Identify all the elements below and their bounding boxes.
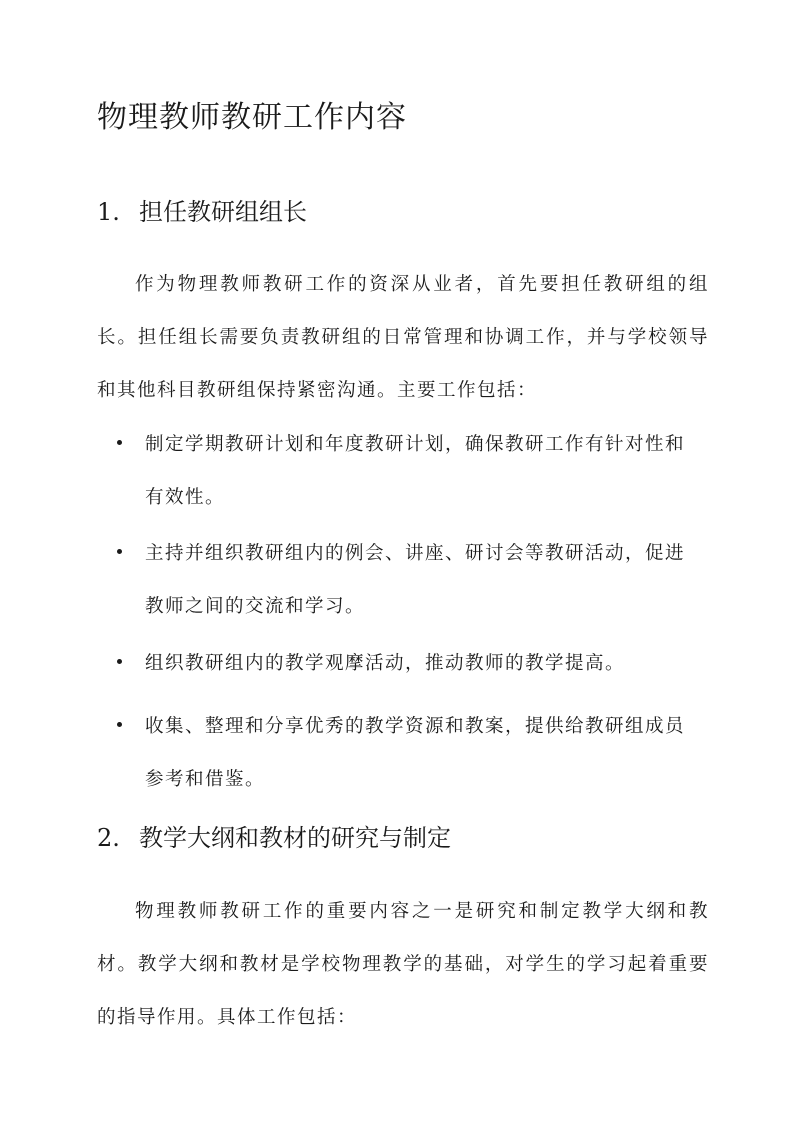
bullet-icon	[117, 440, 122, 445]
list-item	[117, 637, 697, 690]
section-2-paragraph: 物理教师教研工作的重要内容之一是研究和制定教学大纲和教材。教学大纲和教材是学校物理教学的基础，对学生的学习起着重要的指导作用。具体工作包括：	[97, 901, 709, 1028]
section-2-title: 教学大纲和教材的研究与制定	[139, 824, 451, 852]
section-2-number: 2.	[97, 824, 120, 852]
bullet-icon	[117, 549, 122, 554]
list-item-text: 收集、整理和分享优秀的教学资源和教案，提供给教研组成员参考和借鉴。	[145, 716, 686, 790]
document-title: 物理教师教研工作内容	[97, 100, 407, 135]
bullet-icon	[117, 722, 122, 727]
section-1-heading	[97, 196, 307, 228]
list-item	[117, 418, 697, 524]
section-1-title: 担任教研组组长	[139, 198, 307, 226]
list-item-text: 组织教研组内的教学观摩活动，推动教师的教学提高。	[145, 653, 626, 674]
bullet-icon	[117, 659, 122, 664]
section-1-paragraph: 作为物理教师教研工作的资深从业者，首先要担任教研组的组长。担任组长需要负责教研组的日常管理和协调工作，并与学校领导和其他科目教研组保持紧密沟通。主要工作包括：	[97, 274, 709, 401]
list-item-text: 主持并组织教研组内的例会、讲座、研讨会等教研活动，促进教师之间的交流和学习。	[145, 543, 686, 617]
list-item	[117, 700, 697, 806]
section-2-heading	[97, 822, 451, 854]
list-item-text: 制定学期教研计划和年度教研计划，确保教研工作有针对性和有效性。	[145, 434, 686, 508]
section-1-number: 1.	[97, 198, 120, 226]
list-item	[117, 527, 697, 633]
